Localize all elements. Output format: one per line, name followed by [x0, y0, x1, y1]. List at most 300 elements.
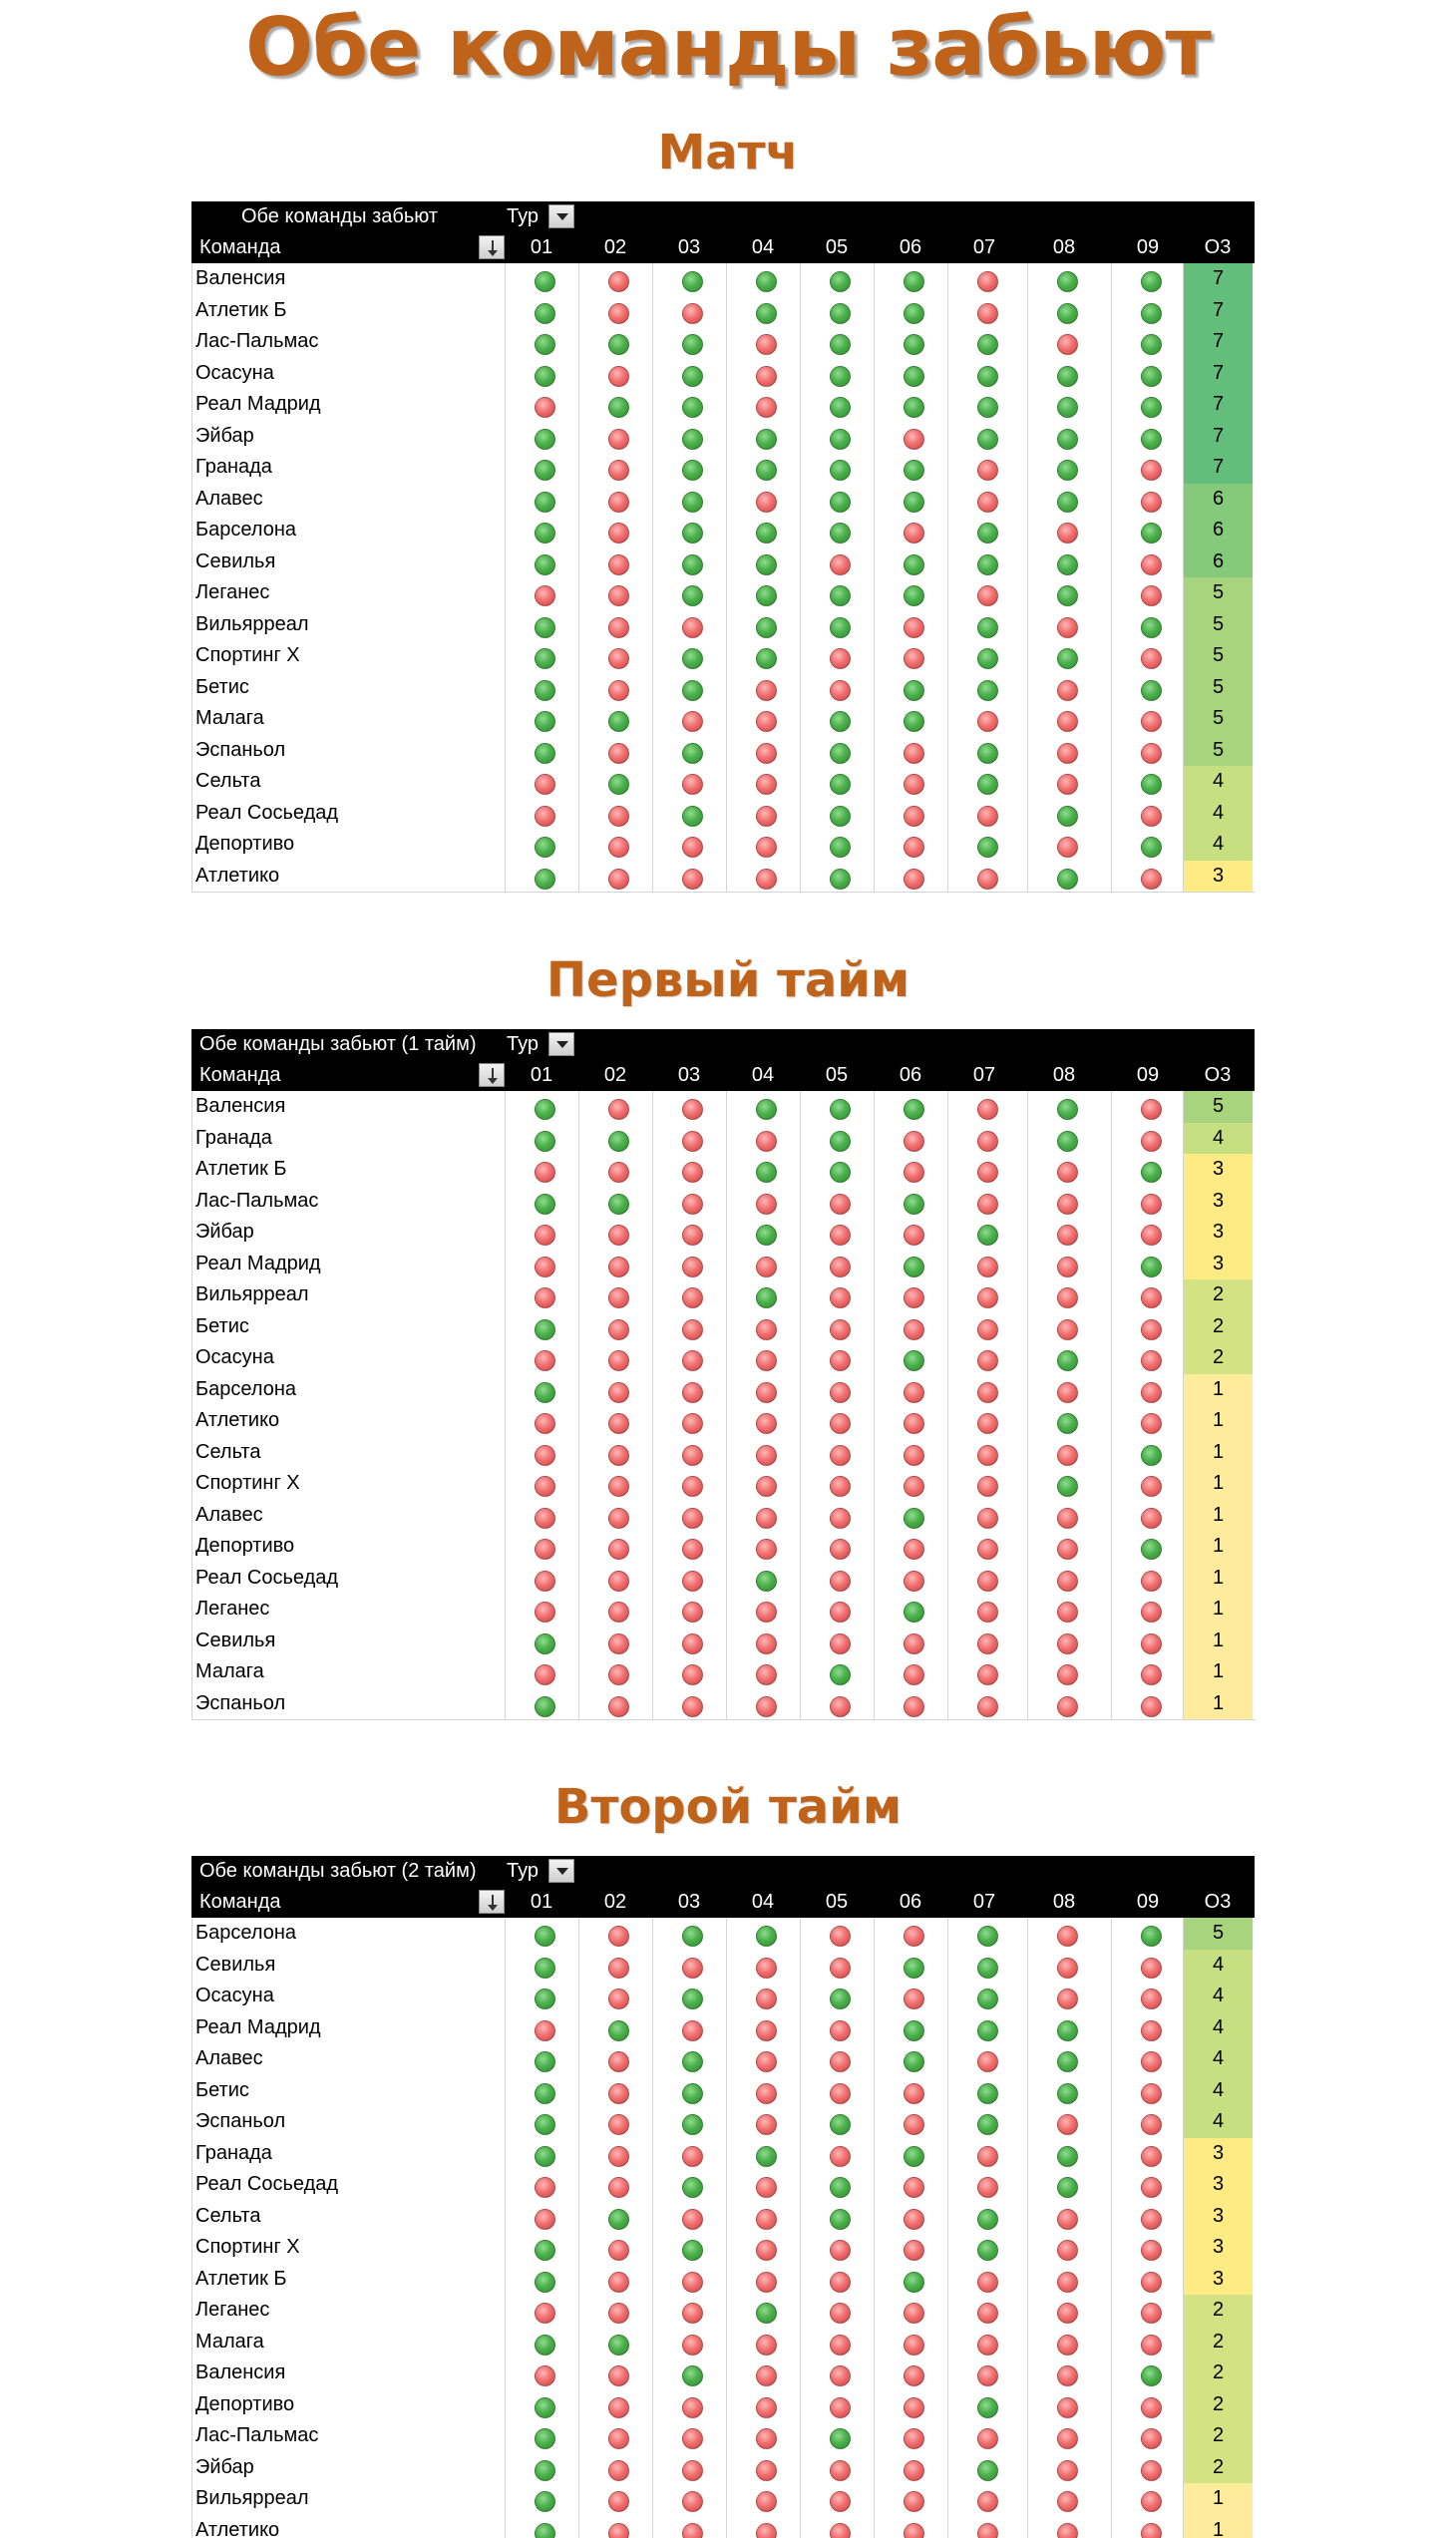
- red-circle-icon: [830, 1926, 851, 1947]
- green-circle-icon: [830, 1664, 851, 1685]
- green-circle-icon: [1057, 271, 1078, 292]
- red-circle-icon: [756, 397, 777, 418]
- round-cell: [800, 1500, 874, 1532]
- red-circle-icon: [977, 1194, 998, 1215]
- total-cell: 2: [1183, 1311, 1253, 1343]
- round-cell: [874, 1594, 947, 1626]
- red-circle-icon: [535, 774, 555, 795]
- round-cell: [1111, 1405, 1185, 1437]
- round-cell: [947, 735, 1021, 767]
- red-circle-icon: [1141, 2397, 1162, 2418]
- table-row: [191, 2452, 1255, 2484]
- red-circle-icon: [1057, 1958, 1078, 1979]
- red-circle-icon: [535, 1257, 555, 1277]
- total-cell: 3: [1183, 1186, 1253, 1218]
- team-name: Атлетик Б: [195, 298, 287, 321]
- red-circle-icon: [904, 2335, 924, 2356]
- round-cell: [1027, 2232, 1101, 2264]
- green-circle-icon: [608, 711, 629, 732]
- round-cell: [800, 389, 874, 421]
- red-circle-icon: [682, 2428, 703, 2449]
- round-cell: [726, 389, 800, 421]
- red-circle-icon: [977, 1571, 998, 1592]
- round-cell: [874, 1563, 947, 1595]
- total-cell: 1: [1183, 1688, 1253, 1720]
- red-circle-icon: [608, 554, 629, 575]
- green-circle-icon: [535, 837, 555, 858]
- red-circle-icon: [977, 1350, 998, 1371]
- table-row: [191, 389, 1255, 421]
- round-cell: [1027, 1594, 1101, 1626]
- round-cell: [505, 2483, 578, 2515]
- round-column-header: 02: [603, 1064, 627, 1086]
- green-circle-icon: [830, 837, 851, 858]
- round-cell: [874, 1918, 947, 1950]
- round-cell: [1027, 1217, 1101, 1249]
- red-circle-icon: [830, 1225, 851, 1246]
- green-circle-icon: [682, 2083, 703, 2104]
- table-row: [191, 1342, 1255, 1374]
- red-circle-icon: [904, 429, 924, 450]
- red-circle-icon: [977, 1664, 998, 1685]
- round-cell: [874, 672, 947, 704]
- table-row: [191, 2232, 1255, 2264]
- round-cell: [505, 703, 578, 735]
- red-circle-icon: [535, 1445, 555, 1466]
- round-cell: [652, 2357, 726, 2389]
- table-row: [191, 1374, 1255, 1406]
- round-cell: [652, 735, 726, 767]
- team-name: Реал Сосьедад: [195, 1566, 339, 1589]
- green-circle-icon: [535, 1958, 555, 1979]
- round-cell: [874, 1500, 947, 1532]
- round-cell: [800, 672, 874, 704]
- red-circle-icon: [904, 1382, 924, 1403]
- round-cell: [578, 1374, 652, 1406]
- round-cell: [874, 1656, 947, 1688]
- round-cell: [1111, 1091, 1185, 1123]
- round-cell: [800, 2420, 874, 2452]
- round-cell: [578, 1154, 652, 1186]
- total-cell: 2: [1183, 2420, 1253, 2452]
- red-circle-icon: [682, 2272, 703, 2293]
- round-cell: [726, 1626, 800, 1657]
- team-name: Реал Мадрид: [195, 2015, 321, 2038]
- sort-icon[interactable]: [479, 235, 505, 259]
- table-row: [191, 2483, 1255, 2515]
- table-left-border: [191, 1091, 192, 1719]
- round-cell: [800, 1405, 874, 1437]
- round-cell: [726, 2106, 800, 2138]
- red-circle-icon: [830, 1476, 851, 1497]
- round-cell: [800, 326, 874, 358]
- red-circle-icon: [756, 2177, 777, 2198]
- round-cell: [1111, 484, 1185, 516]
- green-circle-icon: [977, 1989, 998, 2009]
- table-row: [191, 703, 1255, 735]
- round-cell: [874, 2420, 947, 2452]
- green-circle-icon: [535, 2114, 555, 2135]
- round-cell: [874, 1311, 947, 1343]
- round-cell: [578, 861, 652, 893]
- round-column-header: 09: [1136, 236, 1160, 258]
- round-cell: [505, 2295, 578, 2327]
- table-row: [191, 1279, 1255, 1311]
- table-body: [191, 1091, 1255, 1719]
- green-circle-icon: [535, 869, 555, 890]
- total-cell: 2: [1183, 2357, 1253, 2389]
- red-circle-icon: [608, 1926, 629, 1947]
- red-circle-icon: [682, 1099, 703, 1120]
- green-circle-icon: [756, 1571, 777, 1592]
- green-circle-icon: [1057, 492, 1078, 513]
- team-name: Барселона: [195, 1377, 297, 1400]
- tur-label: Тур: [507, 1860, 539, 1882]
- round-cell: [1111, 2483, 1185, 2515]
- green-circle-icon: [682, 492, 703, 513]
- red-circle-icon: [1141, 2491, 1162, 2512]
- green-circle-icon: [535, 1131, 555, 1152]
- round-cell: [874, 2483, 947, 2515]
- round-cell: [652, 1918, 726, 1950]
- round-cell: [1111, 1656, 1185, 1688]
- green-circle-icon: [904, 1257, 924, 1277]
- red-circle-icon: [1141, 869, 1162, 890]
- round-cell: [1027, 389, 1101, 421]
- red-circle-icon: [682, 1602, 703, 1623]
- table-row: [191, 577, 1255, 609]
- round-cell: [947, 1311, 1021, 1343]
- total-cell: 4: [1183, 2012, 1253, 2044]
- red-circle-icon: [977, 492, 998, 513]
- round-cell: [652, 1950, 726, 1982]
- total-cell: 5: [1183, 735, 1253, 767]
- section-heading: Первый тайм: [546, 952, 910, 1008]
- green-circle-icon: [756, 1926, 777, 1947]
- round-cell: [947, 2012, 1021, 2044]
- green-circle-icon: [682, 1989, 703, 2009]
- team-name: Реал Сосьедад: [195, 2173, 339, 2195]
- round-cell: [652, 703, 726, 735]
- red-circle-icon: [1057, 2209, 1078, 2230]
- red-circle-icon: [1141, 2460, 1162, 2481]
- round-cell: [1027, 326, 1101, 358]
- red-circle-icon: [830, 2397, 851, 2418]
- round-column-header: 01: [530, 236, 553, 258]
- green-circle-icon: [977, 648, 998, 669]
- red-circle-icon: [830, 2460, 851, 2481]
- green-circle-icon: [977, 2020, 998, 2041]
- red-circle-icon: [535, 1508, 555, 1529]
- round-cell: [1027, 2138, 1101, 2170]
- red-circle-icon: [977, 2523, 998, 2538]
- round-cell: [578, 2106, 652, 2138]
- green-circle-icon: [535, 1099, 555, 1120]
- round-cell: [726, 484, 800, 516]
- red-circle-icon: [904, 2397, 924, 2418]
- table-row: [191, 2264, 1255, 2296]
- green-circle-icon: [535, 1319, 555, 1340]
- red-circle-icon: [608, 869, 629, 890]
- total-cell: 3: [1183, 2264, 1253, 2296]
- round-cell: [800, 861, 874, 893]
- sort-icon[interactable]: [479, 1890, 505, 1914]
- red-circle-icon: [1141, 743, 1162, 764]
- team-name: Гранада: [195, 456, 272, 478]
- green-circle-icon: [904, 271, 924, 292]
- round-cell: [1111, 326, 1185, 358]
- round-cell: [505, 1981, 578, 2012]
- green-circle-icon: [682, 554, 703, 575]
- green-circle-icon: [830, 585, 851, 606]
- red-circle-icon: [608, 366, 629, 387]
- total-cell: 4: [1183, 2043, 1253, 2075]
- red-circle-icon: [756, 2020, 777, 2041]
- green-circle-icon: [977, 2460, 998, 2481]
- round-cell: [800, 263, 874, 295]
- round-cell: [874, 1154, 947, 1186]
- round-cell: [505, 829, 578, 861]
- round-cell: [800, 1311, 874, 1343]
- team-name: Реал Мадрид: [195, 1252, 321, 1274]
- red-circle-icon: [1057, 1633, 1078, 1654]
- round-cell: [505, 2420, 578, 2452]
- round-cell: [578, 484, 652, 516]
- red-circle-icon: [1141, 648, 1162, 669]
- round-cell: [874, 2327, 947, 2358]
- round-cell: [947, 829, 1021, 861]
- red-circle-icon: [756, 2209, 777, 2230]
- round-cell: [578, 358, 652, 390]
- round-column-header: О3: [1204, 1064, 1232, 1086]
- total-cell: 5: [1183, 577, 1253, 609]
- round-column-header: 05: [825, 1891, 849, 1913]
- red-circle-icon: [608, 1633, 629, 1654]
- round-cell: [505, 640, 578, 672]
- red-circle-icon: [682, 303, 703, 324]
- table-row: [191, 515, 1255, 546]
- red-circle-icon: [756, 1958, 777, 1979]
- green-circle-icon: [535, 2460, 555, 2481]
- green-circle-icon: [1141, 680, 1162, 701]
- red-circle-icon: [682, 711, 703, 732]
- round-cell: [726, 1563, 800, 1595]
- red-circle-icon: [904, 2303, 924, 2324]
- round-cell: [947, 609, 1021, 641]
- round-cell: [578, 2295, 652, 2327]
- round-cell: [726, 798, 800, 830]
- green-circle-icon: [1141, 1257, 1162, 1277]
- team-name: Вильярреал: [195, 612, 309, 635]
- red-circle-icon: [682, 2335, 703, 2356]
- table-row: [191, 609, 1255, 641]
- round-cell: [578, 1342, 652, 1374]
- round-cell: [652, 2452, 726, 2484]
- red-circle-icon: [608, 2523, 629, 2538]
- total-cell: 2: [1183, 2389, 1253, 2421]
- round-cell: [800, 1626, 874, 1657]
- round-cell: [947, 1437, 1021, 1469]
- green-circle-icon: [535, 460, 555, 481]
- red-circle-icon: [682, 1508, 703, 1529]
- red-circle-icon: [904, 2240, 924, 2261]
- red-circle-icon: [977, 1633, 998, 1654]
- green-circle-icon: [830, 2177, 851, 2198]
- team-name: Леганес: [195, 2299, 270, 2321]
- red-circle-icon: [977, 585, 998, 606]
- green-circle-icon: [830, 460, 851, 481]
- red-circle-icon: [977, 1413, 998, 1434]
- red-circle-icon: [977, 460, 998, 481]
- round-cell: [505, 2106, 578, 2138]
- green-circle-icon: [682, 806, 703, 827]
- round-cell: [1027, 1656, 1101, 1688]
- red-circle-icon: [830, 1571, 851, 1592]
- tur-dropdown-button[interactable]: [548, 204, 574, 228]
- red-circle-icon: [904, 1539, 924, 1560]
- round-cell: [726, 609, 800, 641]
- column-header-row: [191, 232, 1255, 263]
- red-circle-icon: [904, 806, 924, 827]
- red-circle-icon: [608, 2146, 629, 2167]
- table-row: [191, 672, 1255, 704]
- round-cell: [1027, 798, 1101, 830]
- round-cell: [874, 798, 947, 830]
- round-cell: [505, 1217, 578, 1249]
- red-circle-icon: [756, 1194, 777, 1215]
- red-circle-icon: [1057, 1194, 1078, 1215]
- green-circle-icon: [535, 2240, 555, 2261]
- red-circle-icon: [756, 2428, 777, 2449]
- team-name: Севилья: [195, 1629, 276, 1651]
- red-circle-icon: [682, 2491, 703, 2512]
- team-name: Вильярреал: [195, 1283, 309, 1305]
- green-circle-icon: [682, 743, 703, 764]
- round-cell: [1111, 2327, 1185, 2358]
- team-name: Валенсия: [195, 1095, 286, 1117]
- tur-dropdown-button[interactable]: [548, 1859, 574, 1883]
- green-circle-icon: [535, 1382, 555, 1403]
- round-cell: [800, 1950, 874, 1982]
- round-cell: [800, 546, 874, 578]
- round-cell: [505, 2012, 578, 2044]
- round-cell: [874, 1405, 947, 1437]
- red-circle-icon: [1057, 2523, 1078, 2538]
- round-cell: [1027, 1091, 1101, 1123]
- total-cell: 3: [1183, 861, 1253, 893]
- green-circle-icon: [1057, 806, 1078, 827]
- red-circle-icon: [1057, 1287, 1078, 1308]
- round-cell: [505, 766, 578, 798]
- round-cell: [947, 515, 1021, 546]
- round-cell: [1111, 2043, 1185, 2075]
- green-circle-icon: [682, 2114, 703, 2135]
- round-column-header: 04: [751, 1064, 775, 1086]
- red-circle-icon: [904, 523, 924, 544]
- team-name: Депортиво: [195, 1535, 295, 1557]
- round-cell: [726, 2264, 800, 2296]
- red-circle-icon: [682, 1539, 703, 1560]
- round-cell: [1027, 2169, 1101, 2201]
- red-circle-icon: [904, 1633, 924, 1654]
- round-cell: [505, 1918, 578, 1950]
- round-cell: [726, 735, 800, 767]
- round-cell: [874, 1950, 947, 1982]
- round-cell: [1111, 2106, 1185, 2138]
- red-circle-icon: [977, 2146, 998, 2167]
- red-circle-icon: [904, 2083, 924, 2104]
- round-cell: [1111, 640, 1185, 672]
- red-circle-icon: [1141, 1602, 1162, 1623]
- round-cell: [800, 421, 874, 453]
- round-cell: [800, 1186, 874, 1218]
- round-cell: [947, 2452, 1021, 2484]
- round-cell: [505, 1626, 578, 1657]
- green-circle-icon: [1141, 397, 1162, 418]
- green-circle-icon: [977, 2209, 998, 2230]
- red-circle-icon: [1057, 1162, 1078, 1183]
- table-row: [191, 2075, 1255, 2107]
- red-circle-icon: [608, 1413, 629, 1434]
- table-row: [191, 2169, 1255, 2201]
- round-cell: [947, 1656, 1021, 1688]
- green-circle-icon: [904, 585, 924, 606]
- green-circle-icon: [535, 1633, 555, 1654]
- round-column-header: 07: [972, 1064, 996, 1086]
- red-circle-icon: [756, 1664, 777, 1685]
- tur-dropdown-button[interactable]: [548, 1032, 574, 1056]
- round-cell: [800, 829, 874, 861]
- round-column-header: О3: [1204, 1891, 1232, 1913]
- red-circle-icon: [608, 1162, 629, 1183]
- table-row: [191, 263, 1255, 295]
- round-cell: [800, 2201, 874, 2233]
- red-circle-icon: [904, 1413, 924, 1434]
- green-circle-icon: [535, 1194, 555, 1215]
- red-circle-icon: [977, 1508, 998, 1529]
- green-circle-icon: [756, 1162, 777, 1183]
- green-circle-icon: [535, 523, 555, 544]
- green-circle-icon: [977, 429, 998, 450]
- red-circle-icon: [1057, 1539, 1078, 1560]
- round-cell: [874, 484, 947, 516]
- green-circle-icon: [682, 2240, 703, 2261]
- round-cell: [1111, 1918, 1185, 1950]
- round-cell: [874, 295, 947, 327]
- red-circle-icon: [977, 1131, 998, 1152]
- round-cell: [800, 1594, 874, 1626]
- round-cell: [578, 798, 652, 830]
- round-cell: [800, 2043, 874, 2075]
- round-cell: [800, 1342, 874, 1374]
- green-circle-icon: [1057, 429, 1078, 450]
- red-circle-icon: [1057, 2428, 1078, 2449]
- green-circle-icon: [830, 2209, 851, 2230]
- red-circle-icon: [830, 1958, 851, 1979]
- round-cell: [1027, 1437, 1101, 1469]
- red-circle-icon: [756, 2397, 777, 2418]
- green-circle-icon: [535, 2397, 555, 2418]
- green-circle-icon: [756, 1099, 777, 1120]
- red-circle-icon: [977, 271, 998, 292]
- round-cell: [947, 861, 1021, 893]
- round-cell: [578, 1688, 652, 1720]
- total-cell: 5: [1183, 1918, 1253, 1950]
- red-circle-icon: [608, 1958, 629, 1979]
- red-circle-icon: [756, 2523, 777, 2538]
- sort-icon[interactable]: [479, 1063, 505, 1087]
- green-circle-icon: [535, 334, 555, 355]
